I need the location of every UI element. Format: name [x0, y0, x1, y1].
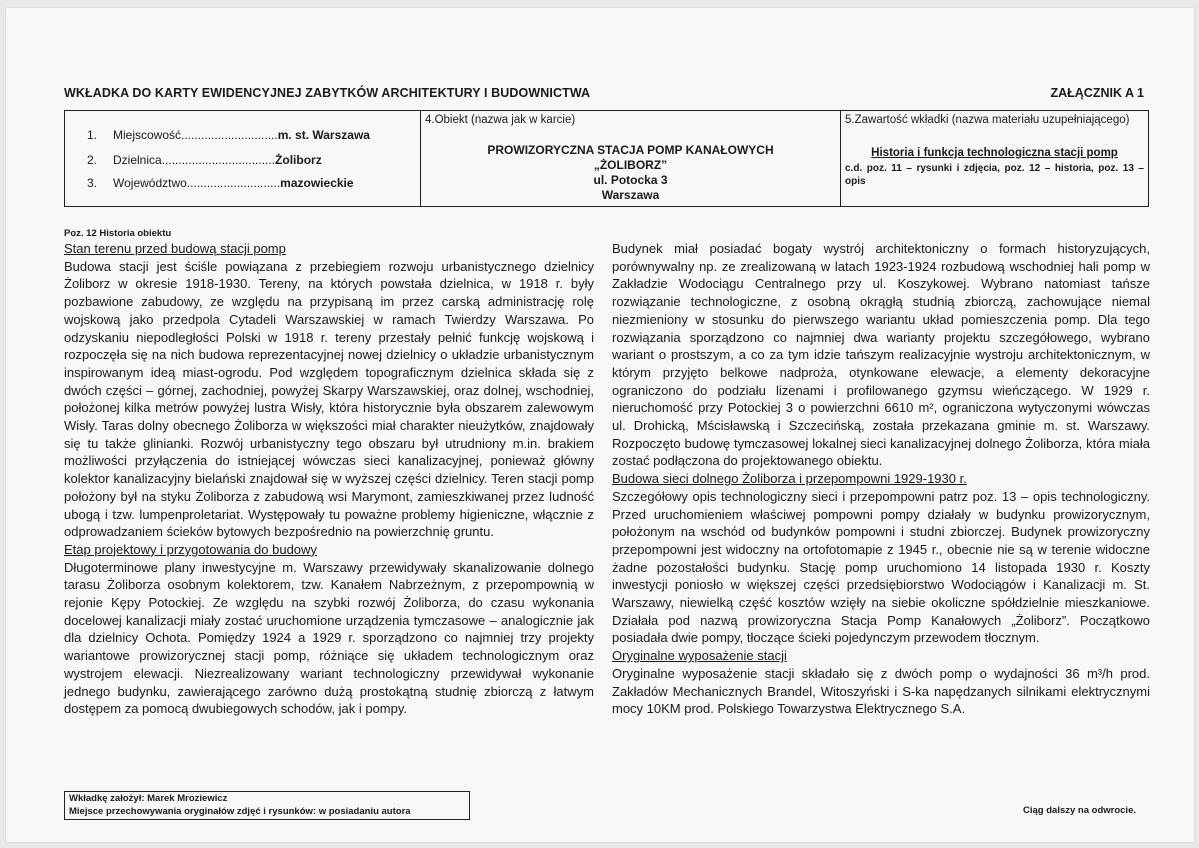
- row-number: 3.: [87, 176, 98, 190]
- author-box: [64, 791, 470, 820]
- object-line: Warszawa: [601, 188, 660, 202]
- object-line: „ŻOLIBORZ”: [593, 158, 668, 172]
- field-value: m. st. Warszawa: [277, 128, 370, 142]
- location-row: [87, 176, 354, 190]
- author-line: Wkładkę założył: Marek Mroziewicz: [69, 793, 228, 804]
- field-dots: .............................: [181, 128, 278, 142]
- document-title: WKŁADKA DO KARTY EWIDENCYJNEJ ZABYTKÓW ARCHITEKTURY I BUDOWNICTWA: [64, 86, 591, 100]
- field-dots: ............................: [186, 176, 281, 190]
- storage-line: Miejsce przechowywania oryginałów zdjęć i rysunków: w posiadaniu autora: [69, 805, 411, 817]
- annex-label: ZAŁĄCZNIK A 1: [1050, 86, 1144, 100]
- object-name: [421, 143, 840, 203]
- section-heading: Budowa sieci dolnego Żoliborza i przepompowni 1929-1930 r.: [612, 471, 967, 487]
- section-heading: Oryginalne wyposażenie stacji: [612, 648, 787, 664]
- field-label: Dzielnica: [113, 153, 162, 167]
- contents-description: c.d. poz. 11 – rysunki i zdjęcia, poz. 12 – historia, poz. 13 – opis: [845, 163, 1144, 187]
- field-label: Miejscowość: [113, 128, 182, 142]
- location-row: [87, 128, 370, 142]
- section-heading: Etap projektowy i przygotowania do budowy: [64, 541, 317, 557]
- paragraph: Budowa stacji jest ściśle powiązana z przebiegiem rozwoju urbanistycznego dzielnicy Żoliborz w okresie 1918-1930. Tereny, na których powstała dzielnica, w 1918 r. były pozbawione zabudowy, ze względu na przypisaną im przez carską administrację rolę wojskową jako przedpola Cytadeli Warszawskiej w ramach Twierdzy Warszawa. Po odzyskaniu niepodległości Polski w 1918 r. tereny przestały pełnić funkcję wojskową i rozpoczęła się na nich budowa reprezentacyjnej nowej dzielnicy o układzie urbanistycznym inspirowanym ideą miast-ogrodu. Pod względem topograficznym dzielnica składa się z dwóch części – górnej, zachodniej, powyżej Skarpy Warszawskiej, oraz dolnej, wschodniej, położonej kilka metrów powyżej lustra Wisły, która historycznie była obszarem zalewowym Wisły. Taras dolny obecnego Żoliborza w większości miał charakter nieużytków, znajdowały się tu także glinianki. Rozwój urbanistyczny tego obszaru był utrudniony m.in. brakiem możliwości przyłączenia do istniejącej wówczas sieci kanalizacyjnej, ponieważ główny kolektor kanalizacyjny bielański znajdował się w wyższej części dzielnicy. Teren stacji pomp położony był na styku Żoliborza z zabudową wsi Marymont, zamieszkiwanej przez ludność ubogą i tzw. lumpenproletariat. Występowały tu poważne problemy higieniczne, włącznie z odprowadzaniem ścieków bytowych bezpośrednio na powierzchnię gruntu.: [64, 258, 594, 540]
- paragraph: Szczegółowy opis technologiczny sieci i przepompowni patrz poz. 13 – opis technologiczny. Przed uruchomieniem właściwej pompowni pompy działały w budynku prowizorycznym, położonym na wschód od budynków pompowni i studni zbiorczej. Budynek prowizoryczny przepompowni jest widoczny na ortofotomapie z 1945 r., obecnie nie są w terenie widoczne żadne pozostałości budynku. Stację pomp uruchomiono 14 listopada 1930 r. Koszty inwestycji poniosło w większej części przedsiębiorstwo Wodociągów i Kanalizacji m. St. Warszawy, niewielką część kosztów wzięły na siebie okoliczne spółdzielnie mieszkaniowe. Działała pod nazwą prowizoryczna Stacja Pomp Kanałowych „Żoliborz”. Początkowo posiadała dwie pompy, tłoczące ścieki pojedynczym przewodem tłocznym.: [612, 488, 1150, 646]
- object-cell: [421, 111, 841, 206]
- field-label: Województwo: [113, 176, 187, 190]
- object-line: PROWIZORYCZNA STACJA POMP KANAŁOWYCH: [487, 143, 774, 157]
- continued-note: Ciąg dalszy na odwrocie.: [1023, 805, 1136, 816]
- section-label: Poz. 12 Historia obiektu: [64, 228, 172, 239]
- left-text-column: [64, 240, 594, 718]
- header-table: [64, 110, 1149, 207]
- location-row: [87, 153, 322, 167]
- contents-title: Historia i funkcja technologiczna stacji pomp: [871, 147, 1118, 159]
- paragraph: Długoterminowe plany inwestycyjne m. Warszawy przewidywały skanalizowanie dolnego tarasu Żoliborza osobnym kolektorem, tzw. Kanałem Nabrzeżnym, z przepompownią w rejonie Kępy Potockiej. Ze względu na szybki rozwój Żoliborza, do czasu wykonania docelowej kanalizacji miały zostać uruchomione urządzenia tymczasowe – analogicznie jak dla dzielnicy Ochota. Pomiędzy 1924 a 1929 r. sporządzono co najmniej trzy projekty wariantowe prowizorycznej stacji pomp, różniące się układem technologicznym oraz wystrojem elewacji. Niezrealizowany wariant technologiczny przewidywał wykonanie jednego budynku, zawierającego zarówno dużą prostokątną studnię zbiorczą z łatwym dostępem za pomocą dwubiegowych schodów, jak i pompy.: [64, 559, 594, 717]
- section-heading: Stan terenu przed budową stacji pomp: [64, 241, 286, 256]
- row-number: 1.: [87, 128, 98, 142]
- contents-cell: [841, 111, 1148, 206]
- row-number: 2.: [87, 153, 98, 167]
- document-sheet: [6, 8, 1194, 842]
- field-value: mazowieckie: [280, 176, 354, 190]
- field-value: Żoliborz: [275, 153, 322, 167]
- paragraph: Budynek miał posiadać bogaty wystrój architektoniczny o formach historyzujących, porównywalny np. ze zrealizowaną w latach 1923-1924 rozbudową wschodniej hali pomp w Zakładzie Wodociągu Centralnego przy ul. Koszykowej. Wybrano natomiast tańsze rozwiązanie technologiczne, z osobną okrągłą studnią zbiorczą, zachowujące niemal niezmieniony w stosunku do pierwszego wariantu układ pomieszczenia pomp. Dla tego rozwiązania sporządzono co najmniej dwa warianty projektu szczegółowego, wybrano wariant o prostszym, a co za tym idzie tańszym realizacyjnie wystroju architektonicznym, w którym przyjęto belkowe nadproża, otynkowane elewacje, a elementy dekoracyjne ograniczono do podziału lizenami i profilowanego gzymsu wieńczącego. W 1929 r. nieruchomość przy Potockiej 3 o powierzchni 6610 m², ograniczona wytyczonymi wówczas ul. Drohicką, Mścisławską i Szczecińską, została przekazana gminie m. st. Warszawy. Rozpoczęto budowę tymczasowej lokalnej sieci kanalizacyjnej dolnego Żoliborza, która miała zostać podłączona do projektowanego obiektu.: [612, 241, 1150, 469]
- paragraph: Oryginalne wyposażenie stacji składało się z dwóch pomp o wydajności 36 m³/h prod. Zakładów Mechanicznych Brandel, Witoszyński i S-ka napędzanych silnikami elektrycznymi mocy 10KM prod. Polskiego Towarzystwa Elektrycznego S.A.: [612, 665, 1150, 717]
- object-line: ul. Potocka 3: [593, 173, 668, 187]
- field-dots: ..................................: [161, 153, 276, 167]
- location-cell: [65, 111, 421, 206]
- contents-heading: 5.Zawartość wkładki (nazwa materiału uzupełniającego): [845, 114, 1130, 126]
- object-heading: 4.Obiekt (nazwa jak w karcie): [425, 114, 576, 126]
- right-text-column: [612, 240, 1150, 718]
